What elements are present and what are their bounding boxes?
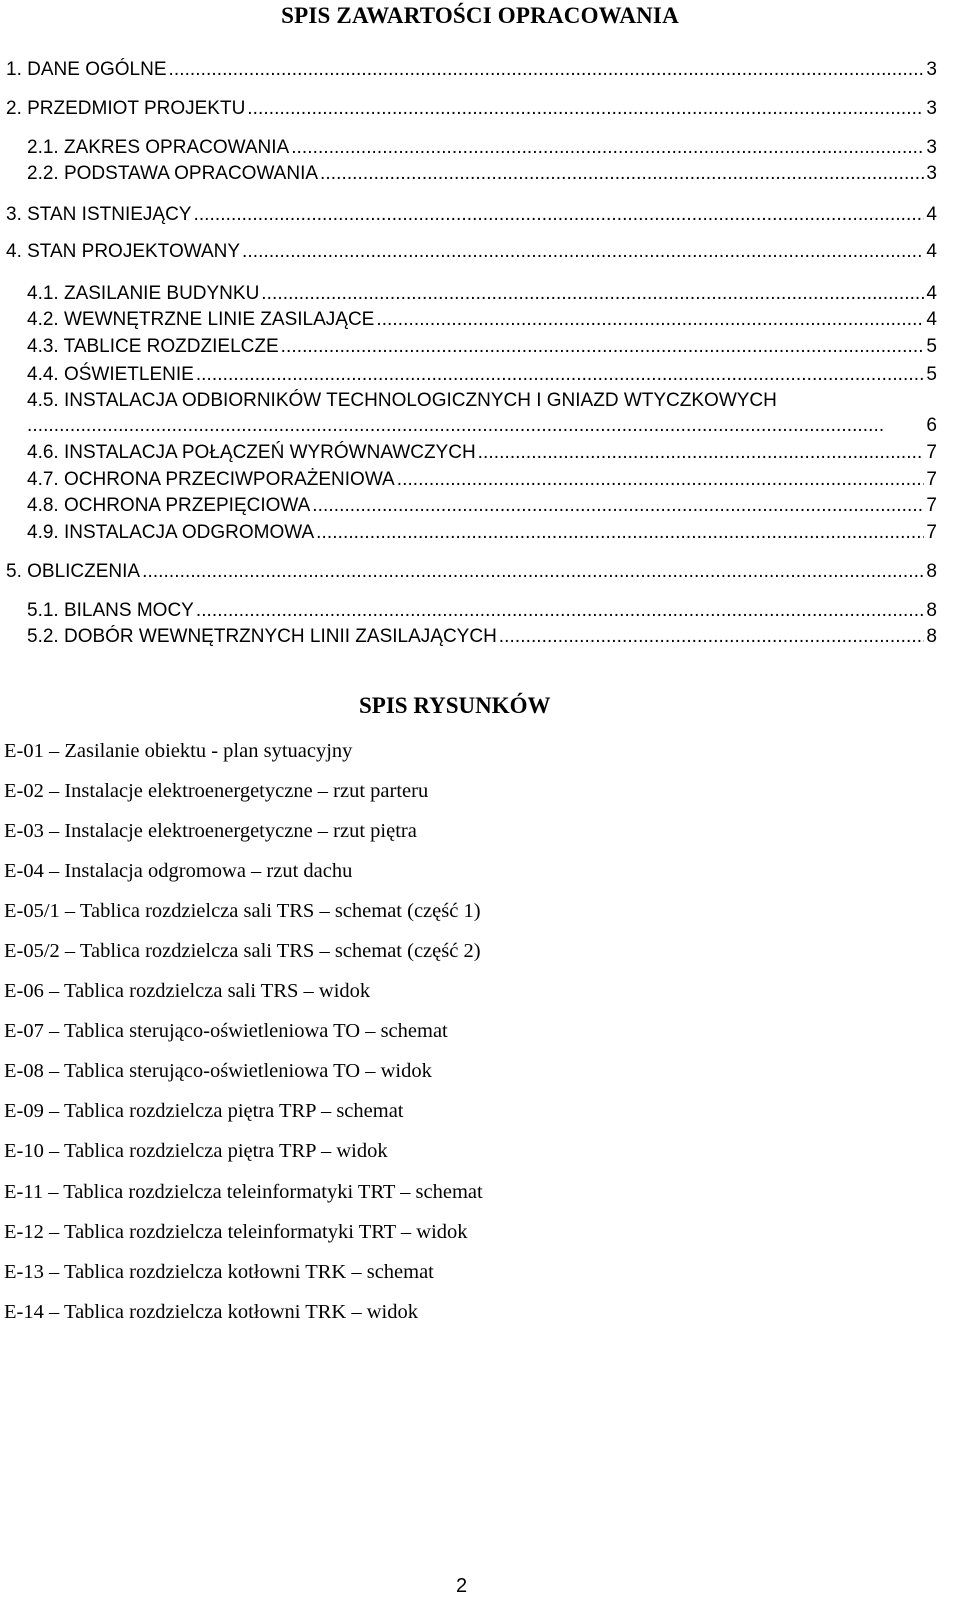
toc-entry[interactable] xyxy=(27,468,937,492)
toc-entry[interactable] xyxy=(27,625,937,649)
toc-entry-label: 3. STAN ISTNIEJĄCY xyxy=(6,204,192,225)
toc-entry-page: 5 xyxy=(926,364,937,385)
toc-leader-dots xyxy=(499,625,925,649)
figures-title-text: SPIS RYSUNKÓW xyxy=(359,693,551,718)
toc-entry[interactable] xyxy=(6,58,937,82)
toc-entry[interactable] xyxy=(27,441,937,465)
toc-leader-dots xyxy=(376,308,924,332)
toc-leader-dots xyxy=(261,282,924,306)
figure-item: E-07 – Tablica sterująco-oświetleniowa TO – schemat xyxy=(4,1020,448,1042)
toc-leader-dots xyxy=(247,97,924,121)
toc-entry-page: 4 xyxy=(926,283,937,304)
figure-item: E-05/1 – Tablica rozdzielcza sali TRS – schemat (część 1) xyxy=(4,900,481,922)
toc-entry-page: 3 xyxy=(926,137,937,158)
toc-entry-page: 6 xyxy=(926,415,937,436)
toc-leader-dots xyxy=(281,335,925,359)
toc-entry[interactable] xyxy=(27,335,937,359)
toc-entry-continuation xyxy=(27,414,937,438)
toc-entry[interactable] xyxy=(6,240,937,264)
toc-leader-dots xyxy=(142,560,924,584)
toc-leader-dots xyxy=(478,441,925,465)
toc-entry[interactable] xyxy=(6,203,937,227)
toc-entry[interactable] xyxy=(27,136,937,160)
toc-entry-page: 8 xyxy=(926,600,937,621)
figure-item: E-04 – Instalacja odgromowa – rzut dachu xyxy=(4,860,353,882)
toc-leader-dots xyxy=(196,363,925,387)
figure-item: E-02 – Instalacje elektroenergetyczne – rzut parteru xyxy=(4,780,429,802)
toc-entry-label: 4. STAN PROJEKTOWANY xyxy=(6,241,241,262)
figure-item: E-01 – Zasilanie obiektu - plan sytuacyjny xyxy=(4,740,353,762)
toc-entry-page: 7 xyxy=(926,442,937,463)
figure-item: E-09 – Tablica rozdzielcza piętra TRP – schemat xyxy=(4,1100,404,1122)
toc-entry[interactable] xyxy=(27,599,937,623)
toc-entry-page: 3 xyxy=(926,163,937,184)
toc-entry[interactable] xyxy=(27,494,937,518)
figure-item: E-12 – Tablica rozdzielcza teleinformatyki TRT – widok xyxy=(4,1221,468,1243)
toc-entry-label: 4.8. OCHRONA PRZEPIĘCIOWA xyxy=(27,495,311,516)
figure-item: E-05/2 – Tablica rozdzielcza sali TRS – schemat (część 2) xyxy=(4,940,481,962)
toc-entry-label: 2.1. ZAKRES OPRACOWANIA xyxy=(27,137,290,158)
page-number: 2 xyxy=(456,1575,468,1597)
toc-entry-label: 4.9. INSTALACJA ODGROMOWA xyxy=(27,522,315,543)
toc-leader-dots xyxy=(291,136,924,160)
toc-entry-page: 4 xyxy=(926,241,937,262)
toc-entry[interactable] xyxy=(27,363,937,387)
toc-entry[interactable] xyxy=(27,282,937,306)
toc-entry-label: 4.1. ZASILANIE BUDYNKU xyxy=(27,283,260,304)
figure-item: E-14 – Tablica rozdzielcza kotłowni TRK – widok xyxy=(4,1301,418,1323)
figure-item: E-03 – Instalacje elektroenergetyczne – rzut piętra xyxy=(4,820,417,842)
toc-entry-label: 1. DANE OGÓLNE xyxy=(6,59,167,80)
toc-leader-dots xyxy=(196,599,925,623)
toc-entry[interactable] xyxy=(27,308,937,332)
toc-entry-label: 4.3. TABLICE ROZDZIELCZE xyxy=(27,336,279,357)
toc-entry-label: 4.7. OCHRONA PRZECIWPORAŻENIOWA xyxy=(27,469,395,490)
toc-entry[interactable] xyxy=(6,97,937,121)
toc-entry-label: 5.1. BILANS MOCY xyxy=(27,600,194,621)
toc-leader-dots xyxy=(242,240,924,264)
toc-leader-dots xyxy=(397,468,925,492)
toc-entry-label: 5.2. DOBÓR WEWNĘTRZNYCH LINII ZASILAJĄCYCH xyxy=(27,626,497,647)
toc-entry[interactable] xyxy=(6,560,937,584)
toc-entry[interactable] xyxy=(27,162,937,186)
toc-leader-dots xyxy=(193,203,924,227)
figure-item: E-06 – Tablica rozdzielcza sali TRS – widok xyxy=(4,980,371,1002)
figure-item: E-08 – Tablica sterująco-oświetleniowa TO – widok xyxy=(4,1060,432,1082)
toc-entry-page: 3 xyxy=(926,98,937,119)
toc-entry-page: 7 xyxy=(926,469,937,490)
figure-item: E-11 – Tablica rozdzielcza teleinformatyki TRT – schemat xyxy=(4,1181,483,1203)
toc-entry[interactable] xyxy=(27,521,937,545)
toc-leader-dots xyxy=(169,58,925,82)
figure-item: E-13 – Tablica rozdzielcza kotłowni TRK – schemat xyxy=(4,1261,434,1283)
toc-entry-label: 4.6. INSTALACJA POŁĄCZEŃ WYRÓWNAWCZYCH xyxy=(27,442,476,463)
toc-title: SPIS ZAWARTOŚCI OPRACOWANIA xyxy=(281,3,679,28)
toc-entry-label: 4.4. OŚWIETLENIE xyxy=(27,364,194,385)
toc-entry-label: 5. OBLICZENIA xyxy=(6,561,141,582)
toc-entry-page: 4 xyxy=(926,204,937,225)
toc-entry-page: 4 xyxy=(926,309,937,330)
toc-entry-label: 4.2. WEWNĘTRZNE LINIE ZASILAJĄCE xyxy=(27,309,375,330)
toc-entry-page: 7 xyxy=(926,522,937,543)
figure-item: E-10 – Tablica rozdzielcza piętra TRP – widok xyxy=(4,1140,388,1162)
toc-entry-page: 8 xyxy=(926,561,937,582)
toc-entry-label: 2. PRZEDMIOT PROJEKTU xyxy=(6,98,246,119)
toc-leader-dots xyxy=(320,162,924,186)
toc-entry-label: 4.5. INSTALACJA ODBIORNIKÓW TECHNOLOGICZNYCH I GNIAZD WTYCZKOWYCH xyxy=(27,390,777,411)
toc-leader-dots xyxy=(316,521,924,545)
toc-leader-dots xyxy=(312,494,924,518)
toc-entry-page: 7 xyxy=(926,495,937,516)
toc-entry-page: 8 xyxy=(926,626,937,647)
toc-entry-page: 3 xyxy=(926,59,937,80)
toc-entry-label: 2.2. PODSTAWA OPRACOWANIA xyxy=(27,163,319,184)
toc-entry-page: 5 xyxy=(926,336,937,357)
toc-leader-dots xyxy=(27,414,924,438)
